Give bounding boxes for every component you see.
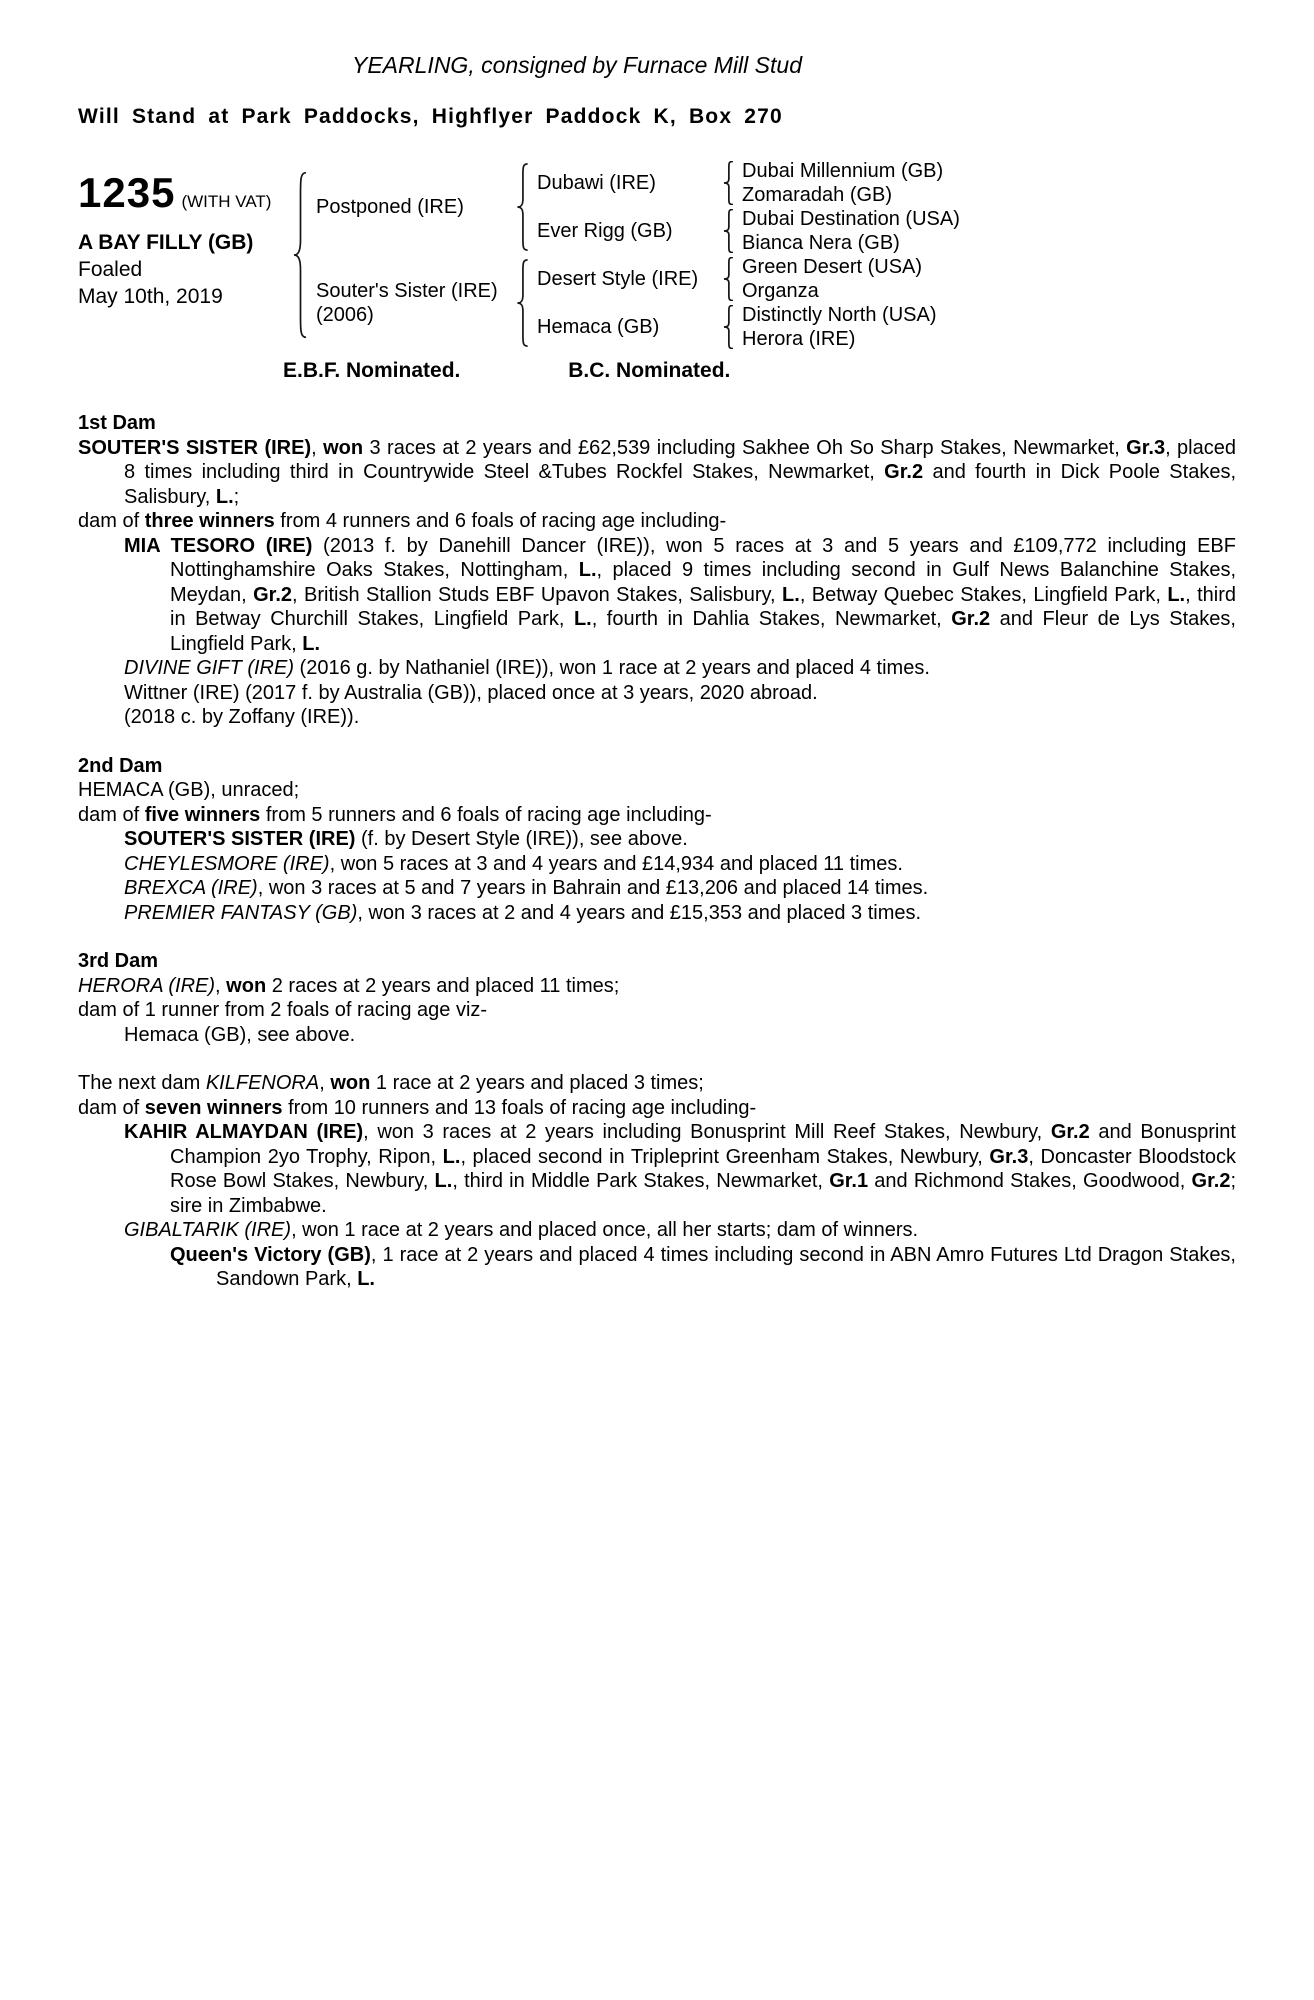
- sire-name: Postponed (IRE): [316, 196, 464, 218]
- lot-info: [78, 159, 290, 309]
- produce-entry-premier-fantasy: PREMIER FANTASY (GB), won 3 races at 2 and 4 years and £15,353 and placed 3 times.: [124, 901, 922, 924]
- nominations-line: [78, 359, 1236, 383]
- foaled-date: May 10th, 2019: [78, 285, 223, 308]
- great-granddam-name: Bianca Nera (GB): [742, 232, 900, 254]
- great-granddam-name: Herora (IRE): [742, 328, 856, 350]
- second-dam-heading: 2nd Dam: [78, 754, 163, 777]
- dam-year: (2006): [316, 304, 374, 326]
- second-dam-produce-intro: dam of five winners from 5 runners and 6 foals of racing age including-: [78, 803, 712, 826]
- sire-dam-name: Ever Rigg (GB): [537, 220, 673, 242]
- third-dam-entry: HERORA (IRE), won 2 races at 2 years and placed 11 times;: [78, 974, 620, 997]
- lot-number-line: [78, 169, 290, 217]
- pedigree-brace-icon: [721, 305, 736, 349]
- vat-note: (WITH VAT): [181, 192, 272, 211]
- produce-entry-kahir-almaydan: KAHIR ALMAYDAN (IRE), won 3 races at 2 years including Bonusprint Mill Reef Stakes, Newbury, Gr.2 and Bonusprint Champion 2yo Trophy, Ripon, L., placed second in Tripleprint Greenham Stakes, Newbury, Gr.3, Doncaster Bloodstock Rose Bowl Stakes, Newbury, L., third in Middle Park Stakes, Newmarket, Gr.1 and Richmond Stakes, Goodwood, Gr.2; sire in Zimbabwe.: [124, 1121, 1237, 1217]
- produce-entry-hemaca: Hemaca (GB), see above.: [124, 1023, 356, 1046]
- parents-column: [316, 159, 960, 351]
- pedigree-block: [78, 159, 1236, 351]
- dam-sire-name: Desert Style (IRE): [537, 268, 699, 290]
- sire-dam-branch: [537, 207, 960, 255]
- produce-entry-brexca: BREXCA (IRE), won 3 races at 5 and 7 years in Bahrain and £13,206 and placed 14 times.: [124, 877, 929, 899]
- great-grandsire-name: Dubai Destination (USA): [742, 208, 960, 230]
- ebf-nominated: E.B.F. Nominated.: [283, 359, 461, 382]
- first-dam-heading: 1st Dam: [78, 412, 156, 434]
- next-dam-entry: The next dam KILFENORA, won 1 race at 2 years and placed 3 times;: [78, 1072, 704, 1094]
- sire-sire-branch: [537, 159, 960, 207]
- great-grandsire-name: Dubai Millennium (GB): [742, 160, 944, 182]
- dam-dam-parents: [742, 303, 936, 351]
- consignor-line: YEARLING, consigned by Furnace Mill Stud: [352, 52, 802, 78]
- stand-location-line: Will Stand at Park Paddocks, Highflyer Paddock K, Box 270: [78, 105, 783, 128]
- pedigree-brace-icon: [290, 171, 310, 339]
- sire-sire-name: Dubawi (IRE): [537, 172, 656, 194]
- sire-dam-parents: [742, 207, 960, 255]
- foaled-label: Foaled: [78, 258, 143, 281]
- produce-entry-souters-sister: SOUTER'S SISTER (IRE) (f. by Desert Style (IRE)), see above.: [124, 828, 688, 850]
- third-dam-produce-intro: dam of 1 runner from 2 foals of racing age viz-: [78, 999, 488, 1021]
- produce-entry-cheylesmore: CHEYLESMORE (IRE), won 5 races at 3 and 4 years and £14,934 and placed 11 times.: [124, 852, 903, 875]
- second-dam-entry: HEMACA (GB), unraced;: [78, 779, 300, 801]
- sire-grandparents: [537, 159, 960, 255]
- produce-entry-wittner: Wittner (IRE) (2017 f. by Australia (GB)), placed once at 3 years, 2020 abroad.: [124, 681, 818, 704]
- sire-sire-parents: [742, 159, 943, 207]
- first-dam-entry: SOUTER'S SISTER (IRE), won 3 races at 2 years and £62,539 including Sakhee Oh So Sharp Stakes, Newmarket, Gr.3, placed 8 times including third in Countrywide Steel &Tubes Rockfel Stakes, Newmarket, Gr.2 and fourth in Dick Poole Stakes, Salisbury, L.;: [78, 436, 1236, 508]
- pedigree-brace-icon: [721, 257, 736, 301]
- produce-entry-queens-victory: Queen's Victory (GB), 1 race at 2 years and placed 4 times including second in ABN Amro Futures Ltd Dragon Stakes, Sandown Park, L.: [170, 1243, 1236, 1290]
- lot-number: 1235: [78, 169, 176, 216]
- great-grandsire-name: Distinctly North (USA): [742, 304, 937, 326]
- produce-entry-2018-colt: (2018 c. by Zoffany (IRE)).: [124, 706, 360, 728]
- pedigree-brace-icon: [721, 161, 736, 205]
- bc-nominated: B.C. Nominated.: [568, 359, 731, 382]
- pedigree-brace-icon: [514, 163, 531, 251]
- great-granddam-name: Zomaradah (GB): [742, 184, 893, 206]
- pedigree-brace-icon: [514, 259, 531, 347]
- dam-name-text: Souter's Sister (IRE): [316, 280, 498, 302]
- dam-sire-parents: [742, 255, 922, 303]
- great-grandsire-name: Green Desert (USA): [742, 256, 923, 278]
- produce-entry-mia-tesoro: MIA TESORO (IRE) (2013 f. by Danehill Dancer (IRE)), won 5 races at 3 and 5 years and £109,772 including EBF Nottinghamshire Oaks Stakes, Nottingham, L., placed 9 times including second in Gulf News Balanchine Stakes, Meydan, Gr.2, British Stallion Studs EBF Upavon Stakes, Salisbury, L., Betway Quebec Stakes, Lingfield Park, L., third in Betway Churchill Stakes, Lingfield Park, L., fourth in Dahlia Stakes, Newmarket, Gr.2 and Fleur de Lys Stakes, Lingfield Park, L.: [124, 534, 1237, 655]
- great-granddam-name: Organza: [742, 280, 819, 302]
- produce-entry-gibaltarik: GIBALTARIK (IRE), won 1 race at 2 years and placed once, all her starts; dam of winners.: [124, 1219, 919, 1241]
- sire-branch: [316, 159, 960, 255]
- dam-name: [316, 279, 508, 327]
- pedigree-text: [78, 411, 1236, 1292]
- first-dam-produce-intro: dam of three winners from 4 runners and 6 foals of racing age including-: [78, 510, 727, 532]
- produce-entry-divine-gift: DIVINE GIFT (IRE) (2016 g. by Nathaniel (IRE)), won 1 race at 2 years and placed 4 times.: [124, 657, 930, 679]
- third-dam-heading: 3rd Dam: [78, 950, 159, 972]
- horse-description: A BAY FILLY (GB): [78, 231, 254, 254]
- pedigree-brace-icon: [721, 209, 736, 253]
- dam-dam-name: Hemaca (GB): [537, 316, 660, 338]
- dam-sire-branch: [537, 255, 936, 303]
- dam-grandparents: [537, 255, 936, 351]
- dam-branch: [316, 255, 960, 351]
- next-dam-produce-intro: dam of seven winners from 10 runners and 13 foals of racing age including-: [78, 1096, 757, 1119]
- pedigree-tree: [290, 159, 960, 351]
- dam-dam-branch: [537, 303, 936, 351]
